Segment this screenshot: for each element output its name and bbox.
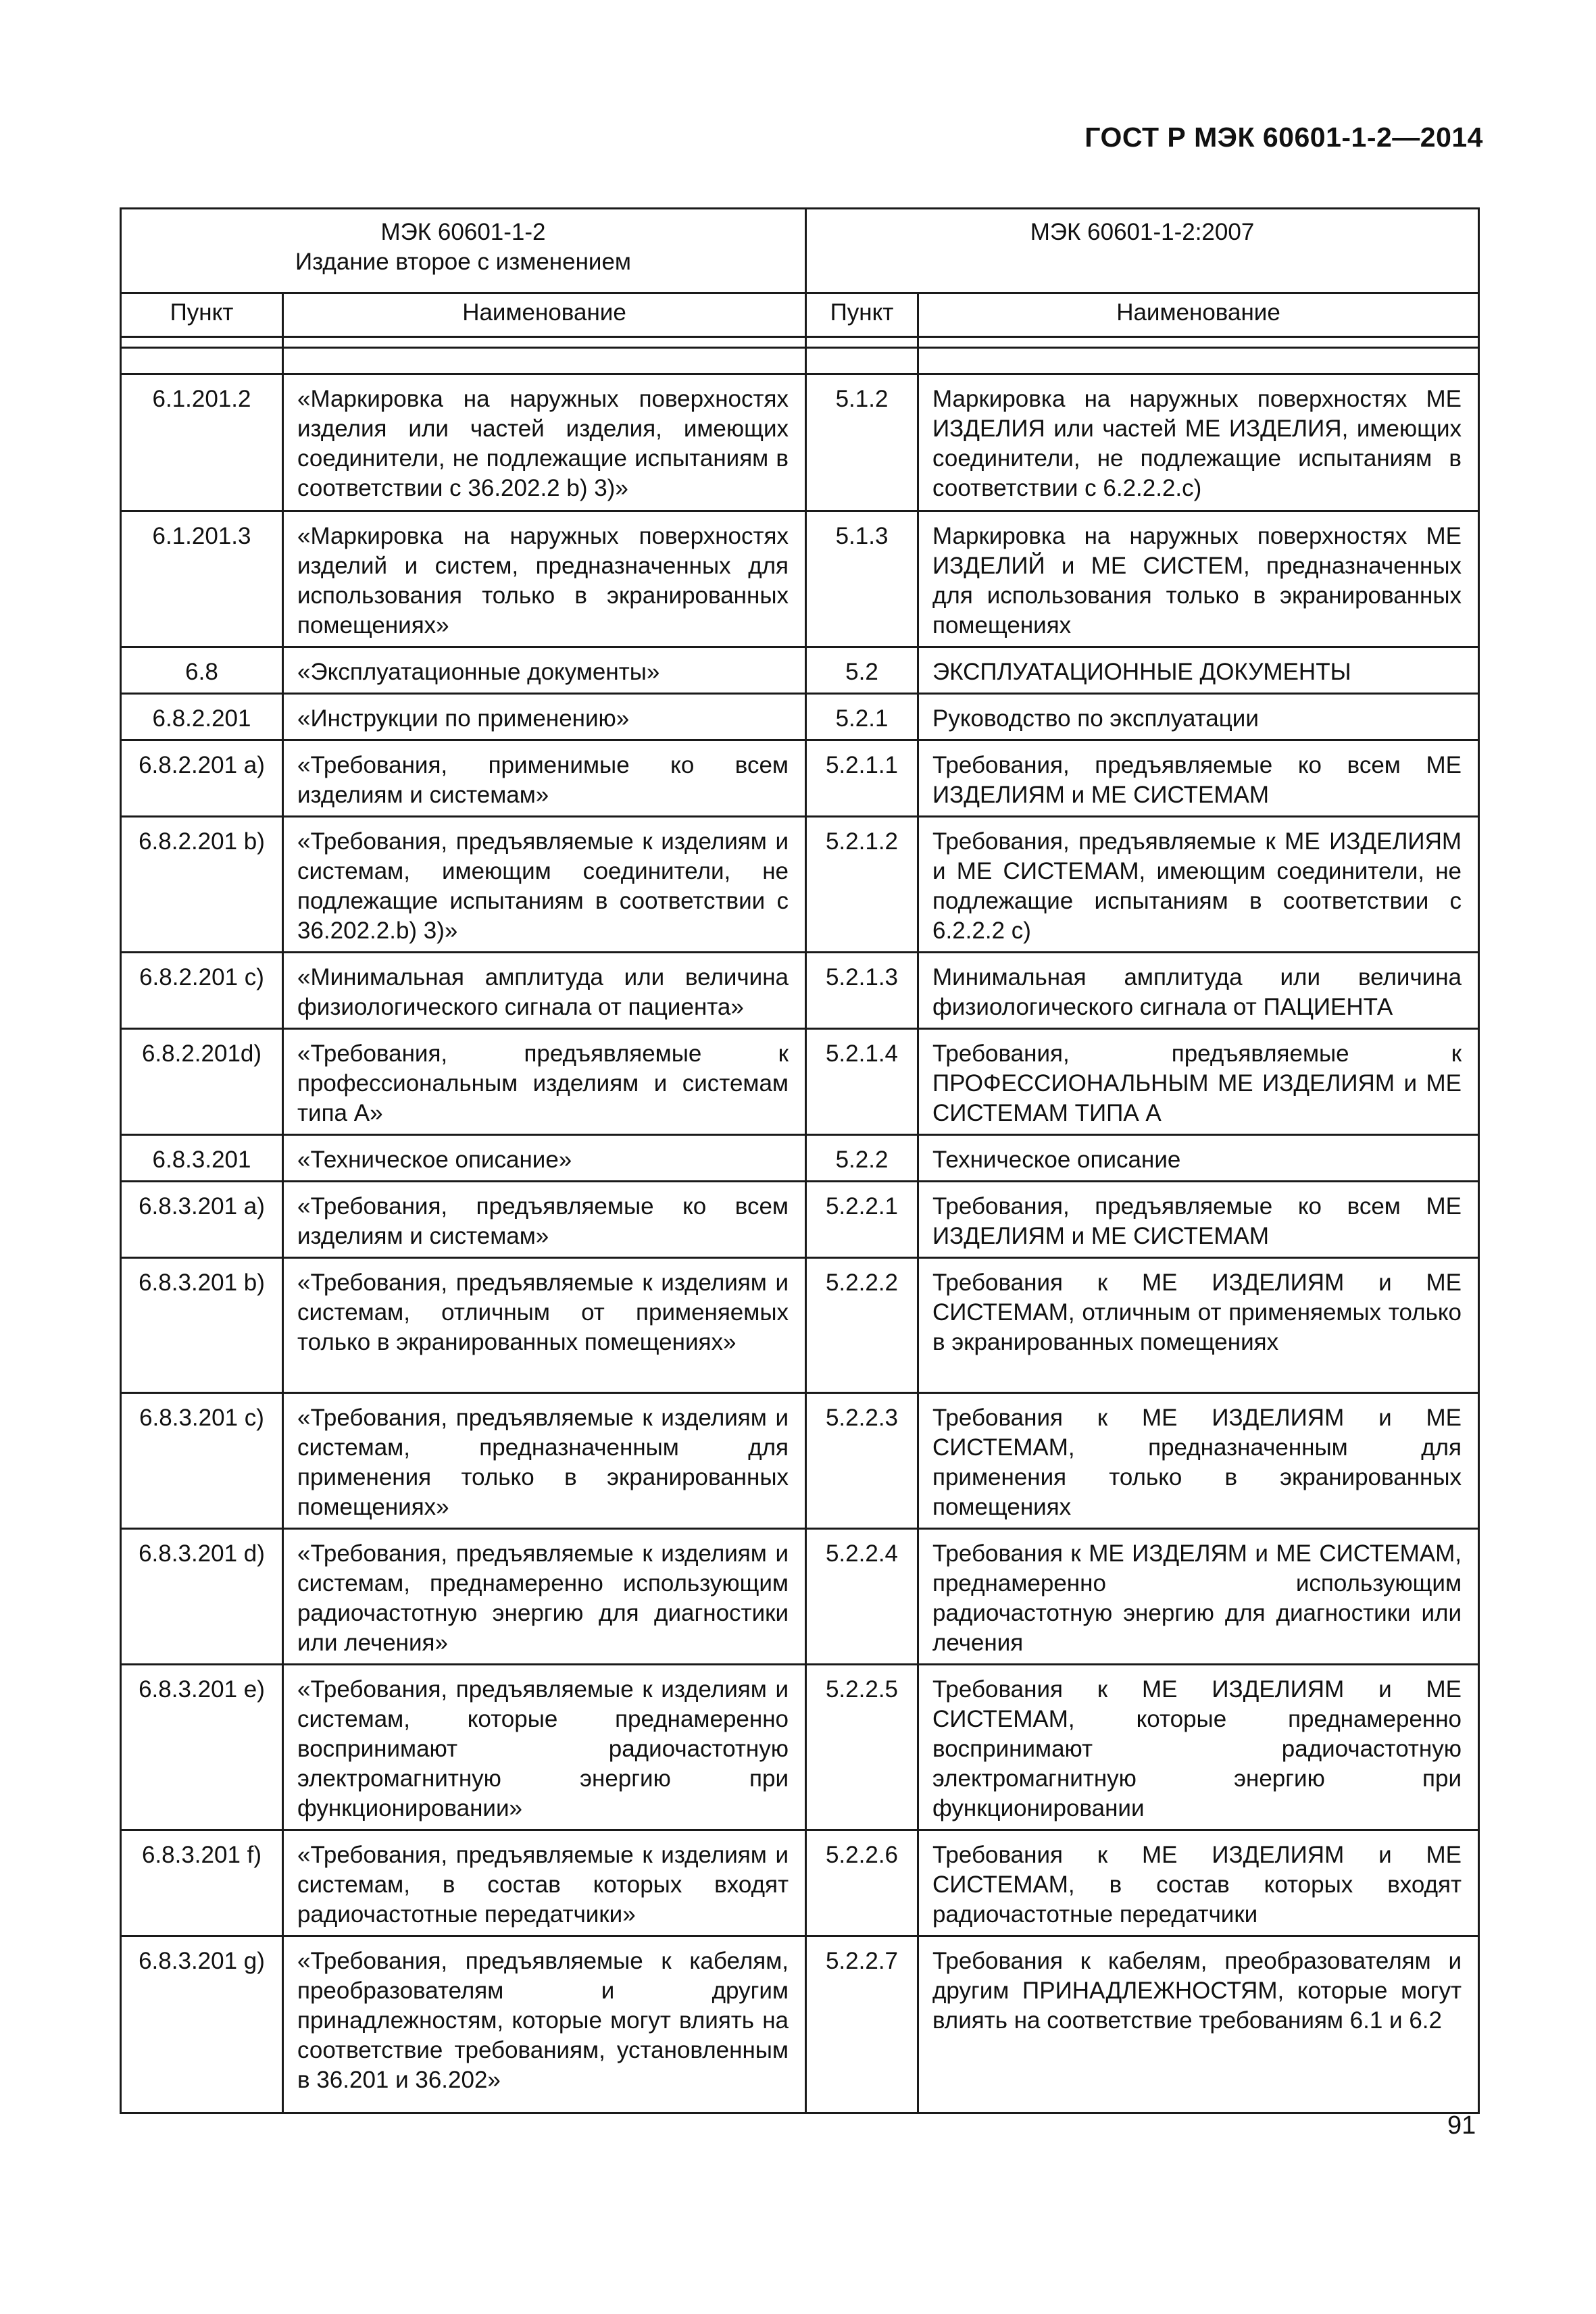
table-row — [121, 1529, 1479, 1665]
cell-clause-left: 6.8.3.201 е) — [121, 1665, 283, 1830]
cell-name-right: Требования к МЕ ИЗДЕЛИЯМ и МЕ СИСТЕМАМ, в состав которых входят радиочастотные передатчики — [918, 1830, 1479, 1936]
cell-name-left: «Требования, предъявляемые ко всем изделиям и системам» — [283, 1182, 806, 1258]
document-designation: ГОСТ Р МЭК 60601-1-2—2014 — [1084, 122, 1483, 153]
cell-clause-right: 5.2.2.6 — [806, 1830, 918, 1936]
cell-clause-right: 5.2 — [806, 647, 918, 694]
cell-name-left: «Требования, предъявляемые к изделиям и системам, предназначенным для применения только в экранированных помещениях» — [283, 1393, 806, 1529]
cell-clause-left: 6.8.3.201 — [121, 1135, 283, 1182]
table-row — [121, 1135, 1479, 1182]
cell-clause-left: 6.1.201.2 — [121, 374, 283, 511]
cell-name-right: Руководство по эксплуатации — [918, 694, 1479, 740]
cell-name-right: Требования, предъявляемые к ПРОФЕССИОНАЛЬНЫМ МЕ ИЗДЕЛИЯМ и МЕ СИСТЕМАМ ТИПА А — [918, 1029, 1479, 1135]
cell-clause-right: 5.2.2.7 — [806, 1936, 918, 2113]
table-row — [121, 1830, 1479, 1936]
cell-clause-right: 5.2.1.2 — [806, 817, 918, 953]
cell-name-right: Требования к МЕ ИЗДЕЛЯМ и МЕ СИСТЕМАМ, преднамеренно использующим радиочастотную энергию для диагностики или лечения — [918, 1529, 1479, 1665]
cell-name-left: «Требования, предъявляемые к профессиональным изделиям и системам типа А» — [283, 1029, 806, 1135]
page-number: 91 — [1447, 2111, 1476, 2140]
cell-clause-right: 5.2.1.4 — [806, 1029, 918, 1135]
cell-name-left: «Требования, предъявляемые к изделиям и системам, в состав которых входят радиочастотные передатчики» — [283, 1830, 806, 1936]
col-header-clause-left: Пункт — [121, 293, 283, 337]
correspondence-table — [120, 207, 1480, 2114]
cell-name-left: «Требования, предъявляемые к изделиям и системам, преднамеренно использующим радиочастотную энергию для диагностики или лечения» — [283, 1529, 806, 1665]
table-row — [121, 740, 1479, 817]
cell-name-left: «Маркировка на наружных поверхностях изделий и систем, предназначенных для использования только в экранированных помещениях» — [283, 511, 806, 647]
cell-clause-left: 6.8 — [121, 647, 283, 694]
edition-header-row — [121, 209, 1479, 293]
cell-name-right: Минимальная амплитуда или величина физиологического сигнала от ПАЦИЕНТА — [918, 953, 1479, 1029]
cell-name-right: Требования к кабелям, преобразователям и другим ПРИНАДЛЕЖНОСТЯМ, которые могут влиять на соответствие требованиям 6.1 и 6.2 — [918, 1936, 1479, 2113]
cell-clause-right: 5.2.1.1 — [806, 740, 918, 817]
left-edition-line-2: Издание второе с изменением — [295, 249, 631, 275]
cell-clause-left: 6.8.3.201 f) — [121, 1830, 283, 1936]
cell-name-left: «Требования, предъявляемые к изделиям и системам, которые преднамеренно воспринимают радиочастотную электромагнитную энергию при функционировании» — [283, 1665, 806, 1830]
cell-clause-left: 6.8.3.201 g) — [121, 1936, 283, 2113]
cell-clause-left: 6.8.3.201 а) — [121, 1182, 283, 1258]
cell-clause-left: 6.8.2.201 b) — [121, 817, 283, 953]
cell-name-left: «Требования, предъявляемые к кабелям, преобразователям и другим принадлежностям, которые могут влиять на соответствие требованиям, установленным в 36.201 и 36.202» — [283, 1936, 806, 2113]
cell-clause-right: 5.2.2 — [806, 1135, 918, 1182]
cell-clause-right: 5.2.1 — [806, 694, 918, 740]
table-row — [121, 953, 1479, 1029]
table-row — [121, 1936, 1479, 2113]
cell-name-left: «Маркировка на наружных поверхностях изделия или частей изделия, имеющих соединители, не подлежащие испытаниям в соответствии с 36.202.2 b) 3)» — [283, 374, 806, 511]
cell-clause-right: 5.2.2.2 — [806, 1258, 918, 1393]
cell-clause-right: 5.2.2.1 — [806, 1182, 918, 1258]
cell-name-right: Требования к МЕ ИЗДЕЛИЯМ и МЕ СИСТЕМАМ, предназначенным для применения только в экранированных помещениях — [918, 1393, 1479, 1529]
cell-name-right: Требования к МЕ ИЗДЕЛИЯМ и МЕ СИСТЕМАМ, которые преднамеренно воспринимают радиочастотную электромагнитную энергию при функционировании — [918, 1665, 1479, 1830]
table-row — [121, 694, 1479, 740]
cell-name-right: Техническое описание — [918, 1135, 1479, 1182]
cell-name-left: «Требования, предъявляемые к изделиям и системам, имеющим соединители, не подлежащие испытаниям в соответствии с 36.202.2.b) 3)» — [283, 817, 806, 953]
cell-name-left: «Минимальная амплитуда или величина физиологического сигнала от пациента» — [283, 953, 806, 1029]
col-header-name-right: Наименование — [918, 293, 1479, 337]
col-header-clause-right: Пункт — [806, 293, 918, 337]
table-row — [121, 374, 1479, 511]
table-row — [121, 1258, 1479, 1393]
cell-clause-left: 6.8.2.201 — [121, 694, 283, 740]
table-row — [121, 817, 1479, 953]
cell-clause-left: 6.8.2.201 с) — [121, 953, 283, 1029]
cell-clause-right: 5.1.3 — [806, 511, 918, 647]
left-edition-line-1: МЭК 60601-1-2 — [380, 219, 546, 245]
cell-clause-left: 6.1.201.3 — [121, 511, 283, 647]
cell-name-right: Маркировка на наружных поверхностях МЕ ИЗДЕЛИЙ и МЕ СИСТЕМ, предназначенных для использования только в экранированных помещениях — [918, 511, 1479, 647]
cell-name-right: Требования, предъявляемые ко всем МЕ ИЗДЕЛИЯМ и МЕ СИСТЕМАМ — [918, 1182, 1479, 1258]
table-row — [121, 1182, 1479, 1258]
cell-clause-left: 6.8.3.201 с) — [121, 1393, 283, 1529]
cell-name-left: «Эксплуатационные документы» — [283, 647, 806, 694]
cell-name-left: «Требования, применимые ко всем изделиям и системам» — [283, 740, 806, 817]
cell-clause-left: 6.8.3.201 d) — [121, 1529, 283, 1665]
right-edition-header: МЭК 60601-1-2:2007 — [806, 209, 1479, 293]
cell-name-left: «Техническое описание» — [283, 1135, 806, 1182]
cell-clause-right: 5.2.2.5 — [806, 1665, 918, 1830]
cell-clause-left: 6.8.3.201 b) — [121, 1258, 283, 1393]
cell-clause-left: 6.8.2.201 a) — [121, 740, 283, 817]
cell-name-right: Требования к МЕ ИЗДЕЛИЯМ и МЕ СИСТЕМАМ, отличным от применяемых только в экранированных помещениях — [918, 1258, 1479, 1393]
cell-clause-right: 5.2.1.3 — [806, 953, 918, 1029]
table-row — [121, 1665, 1479, 1830]
left-edition-header — [121, 209, 806, 293]
column-header-row — [121, 293, 1479, 337]
table-row — [121, 647, 1479, 694]
cell-clause-right: 5.1.2 — [806, 374, 918, 511]
cell-name-right: Маркировка на наружных поверхностях МЕ ИЗДЕЛИЯ или частей МЕ ИЗДЕЛИЯ, имеющих соединители, не подлежащие испытаниям в соответствии с 6.2.2.2.с) — [918, 374, 1479, 511]
cell-name-left: «Инструкции по применению» — [283, 694, 806, 740]
cell-name-right: Требования, предъявляемые к МЕ ИЗДЕЛИЯМ и МЕ СИСТЕМАМ, имеющим соединители, не подлежащие испытаниям в соответствии с 6.2.2.2 с) — [918, 817, 1479, 953]
table-row — [121, 511, 1479, 647]
table-row — [121, 1393, 1479, 1529]
cell-name-right: Требования, предъявляемые ко всем МЕ ИЗДЕЛИЯМ и МЕ СИСТЕМАМ — [918, 740, 1479, 817]
table-row — [121, 1029, 1479, 1135]
cell-clause-left: 6.8.2.201d) — [121, 1029, 283, 1135]
cell-name-right: ЭКСПЛУАТАЦИОННЫЕ ДОКУМЕНТЫ — [918, 647, 1479, 694]
header-separator-row — [121, 337, 1479, 374]
cell-name-left: «Требования, предъявляемые к изделиям и системам, отличным от применяемых только в экранированных помещениях» — [283, 1258, 806, 1393]
cell-clause-right: 5.2.2.4 — [806, 1529, 918, 1665]
cell-clause-right: 5.2.2.3 — [806, 1393, 918, 1529]
col-header-name-left: Наименование — [283, 293, 806, 337]
